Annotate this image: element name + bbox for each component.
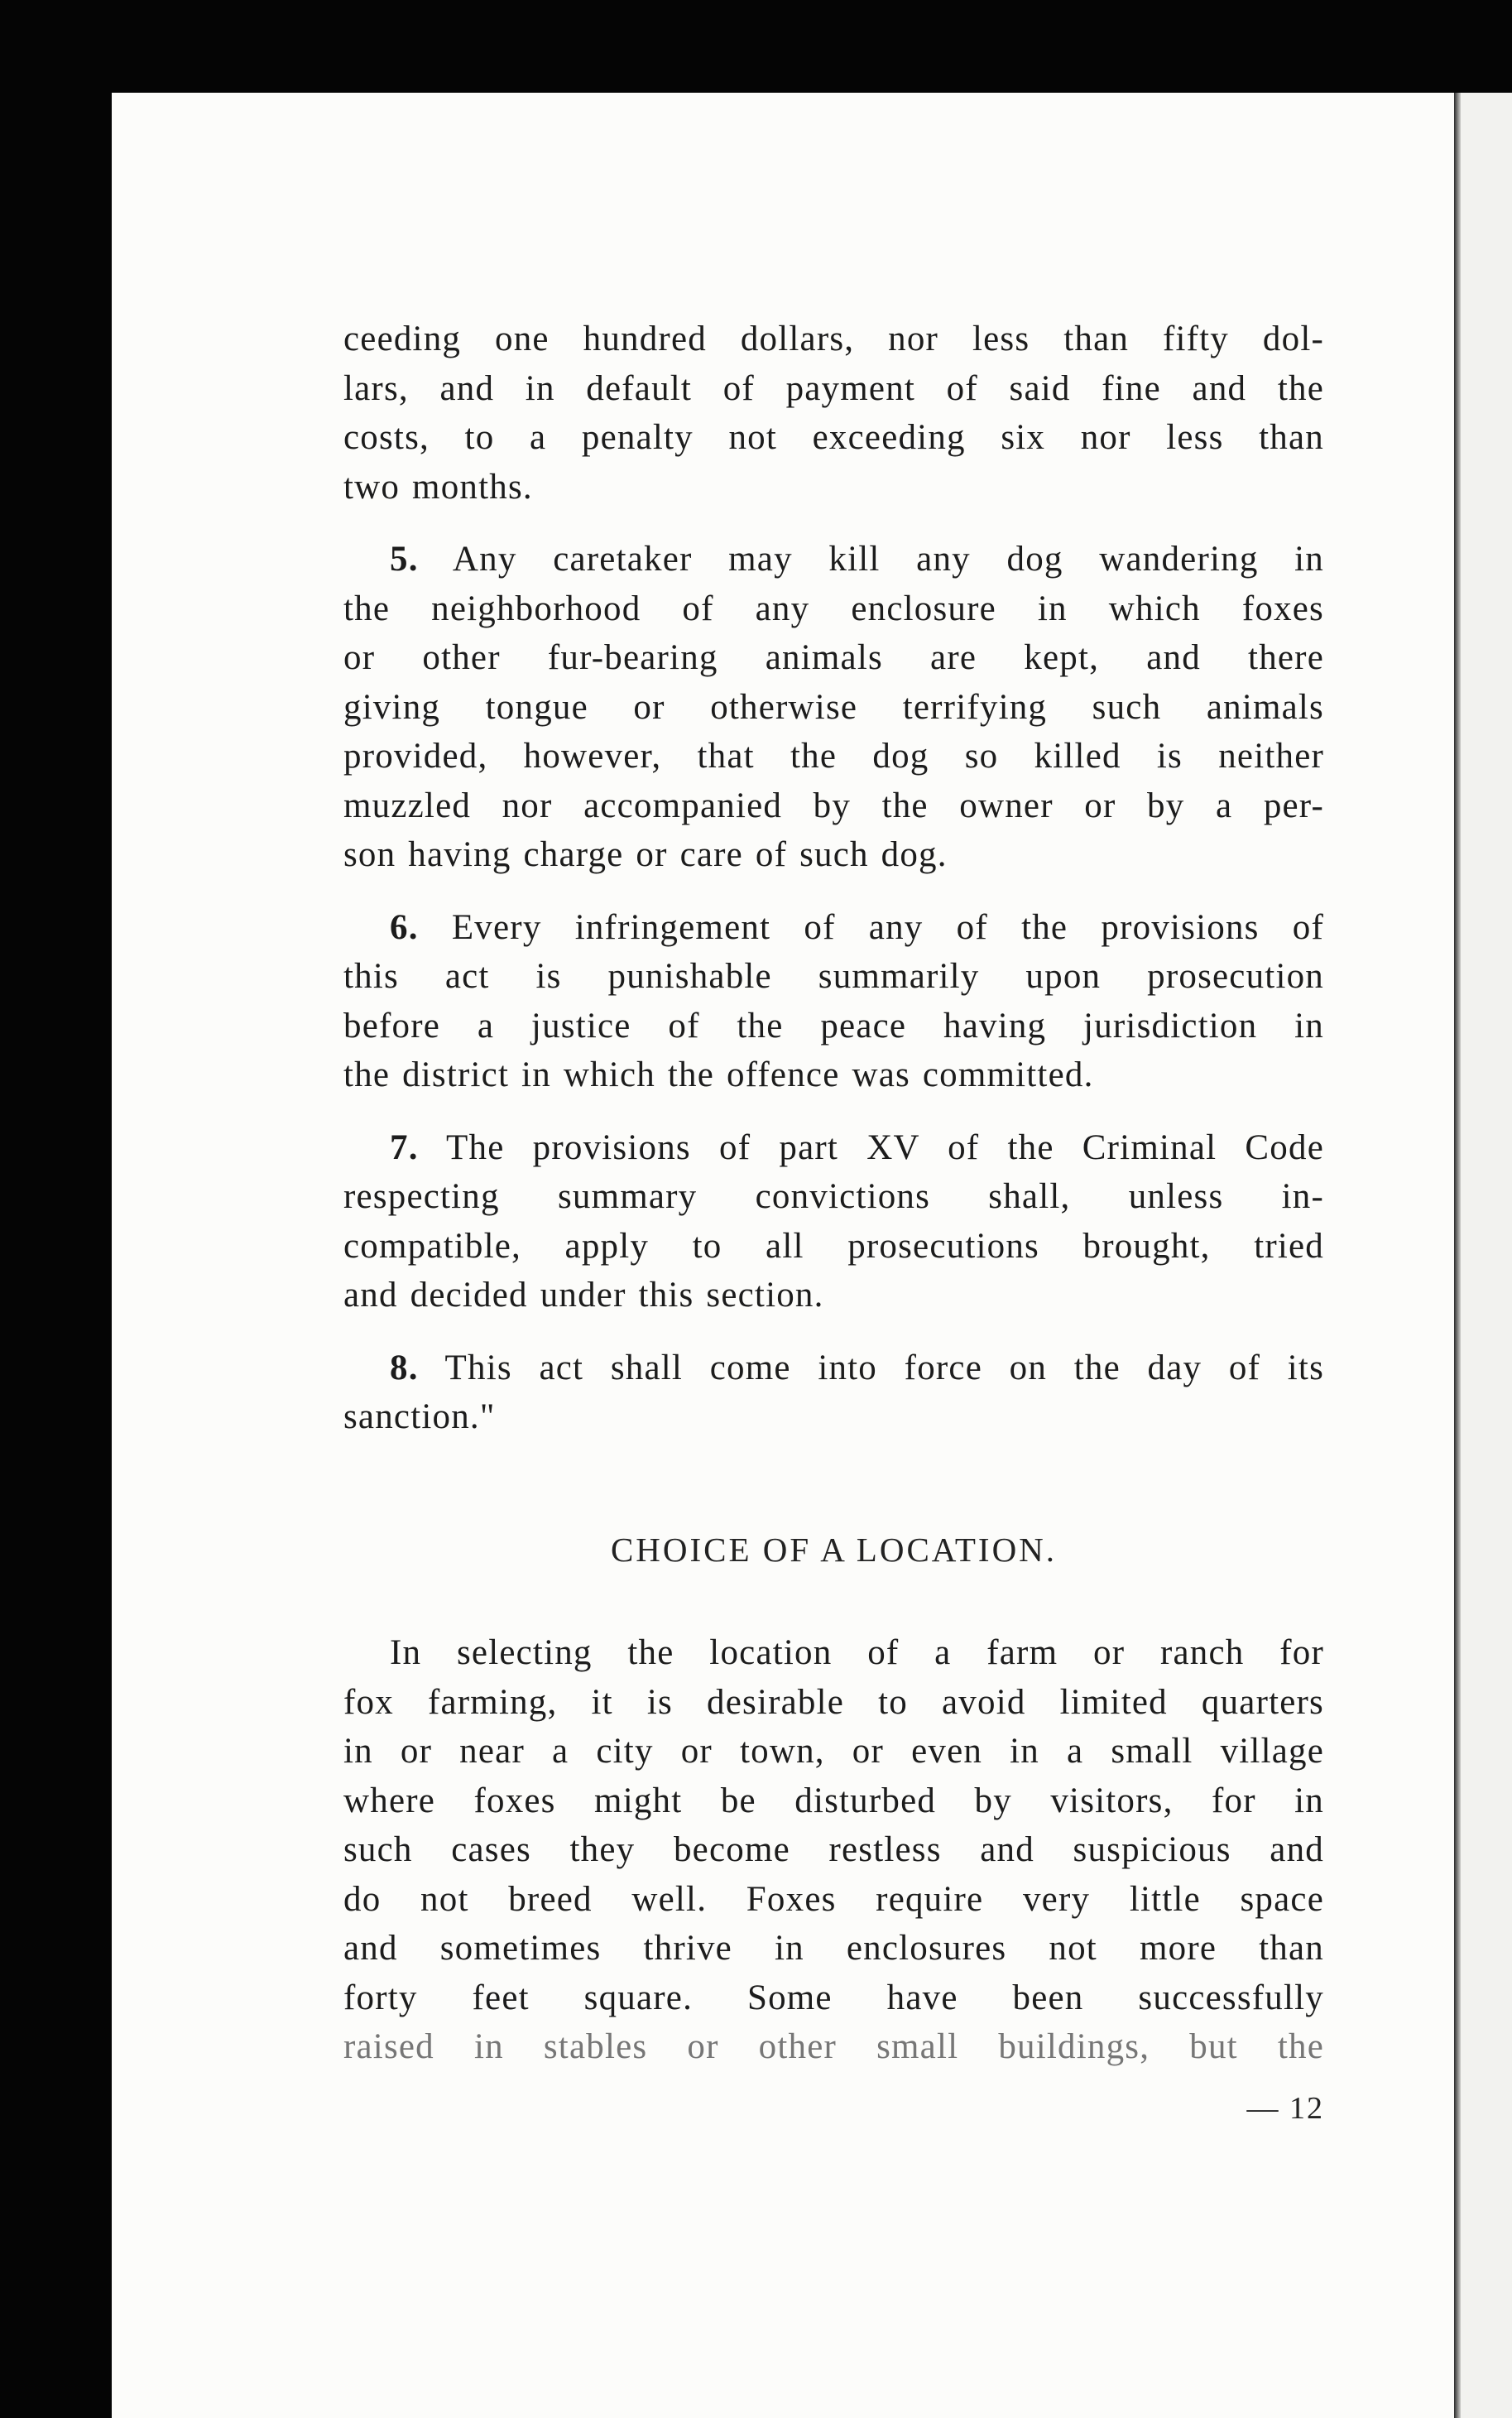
text-line: raised in stables or other small buildings, but the (343, 2027, 1324, 2066)
text-line: two months. (343, 467, 533, 507)
text-line: the neighborhood of any enclosure in which foxes (343, 589, 1324, 628)
text-line: fox farming, it is desirable to avoid limited quarters (343, 1682, 1324, 1722)
paragraph-continued (343, 315, 1324, 512)
text-line (343, 1344, 1324, 1393)
text-line: where foxes might be disturbed by visitors, for in (343, 1781, 1324, 1820)
text-line (343, 535, 1324, 584)
body-text-upper (343, 315, 1324, 1442)
next-page-edge (1454, 93, 1512, 2418)
paragraph-gap (343, 1100, 1324, 1123)
paragraph-gap (343, 1320, 1324, 1344)
text-line: do not breed well. Foxes require very little space (343, 1879, 1324, 1919)
text-fragment: Any caretaker may kill any dog wandering in (418, 540, 1324, 579)
paragraph-gap (343, 512, 1324, 535)
text-fragment: This act shall come into force on the day of its (418, 1348, 1324, 1387)
section-8 (343, 1344, 1324, 1442)
text-line: the district in which the offence was committed. (343, 1055, 1094, 1094)
text-line: giving tongue or otherwise terrifying such animals (343, 687, 1324, 727)
section-number: 7. (390, 1127, 419, 1167)
text-line: muzzled nor accompanied by the owner or by a per- (343, 786, 1324, 825)
text-line: lars, and in default of payment of said fine and the (343, 368, 1324, 408)
section-6 (343, 903, 1324, 1100)
text-line (343, 1123, 1324, 1173)
text-line: and sometimes thrive in enclosures not more than (343, 1929, 1324, 1968)
text-line: and decided under this section. (343, 1276, 824, 1315)
section-number: 6. (390, 907, 419, 947)
location-paragraph (343, 1628, 1324, 2072)
paragraph-gap (343, 880, 1324, 903)
text-line: son having charge or care of such dog. (343, 835, 948, 874)
text-line: before a justice of the peace having jurisdiction in (343, 1006, 1324, 1046)
text-fragment: Every infringement of any of the provisions of (418, 907, 1324, 947)
text-line: such cases they become restless and suspicious and (343, 1830, 1324, 1869)
text-line: ceeding one hundred dollars, nor less than fifty dol- (343, 320, 1324, 358)
text-fragment: The provisions of part XV of the Criminal Code (418, 1127, 1324, 1167)
text-line: compatible, apply to all prosecutions brought, tried (343, 1226, 1324, 1266)
body-text-lower (343, 1628, 1324, 2072)
text-line (343, 903, 1324, 953)
page-number: — 12 (1246, 2091, 1324, 2126)
section-number: 8. (390, 1348, 419, 1387)
section-5 (343, 535, 1324, 880)
section-number: 5. (390, 540, 419, 579)
text-line: provided, however, that the dog so killed is neither (343, 737, 1324, 776)
text-line: respecting summary convictions shall, unless in- (343, 1177, 1324, 1216)
section-heading: CHOICE OF A LOCATION. (610, 1531, 1058, 1569)
gutter-shadow (1454, 93, 1461, 2418)
text-line: costs, to a penalty not exceeding six nor less than (343, 418, 1324, 457)
text-line: this act is punishable summarily upon prosecution (343, 957, 1324, 996)
text-line: or other fur-bearing animals are kept, and there (343, 638, 1324, 677)
text-line: in or near a city or town, or even in a small village (343, 1732, 1324, 1771)
section-7 (343, 1123, 1324, 1320)
text-line: In selecting the location of a farm or ranch for (390, 1633, 1324, 1672)
text-line: forty feet square. Some have been successfully (343, 1978, 1324, 2017)
text-line: sanction." (343, 1397, 496, 1436)
